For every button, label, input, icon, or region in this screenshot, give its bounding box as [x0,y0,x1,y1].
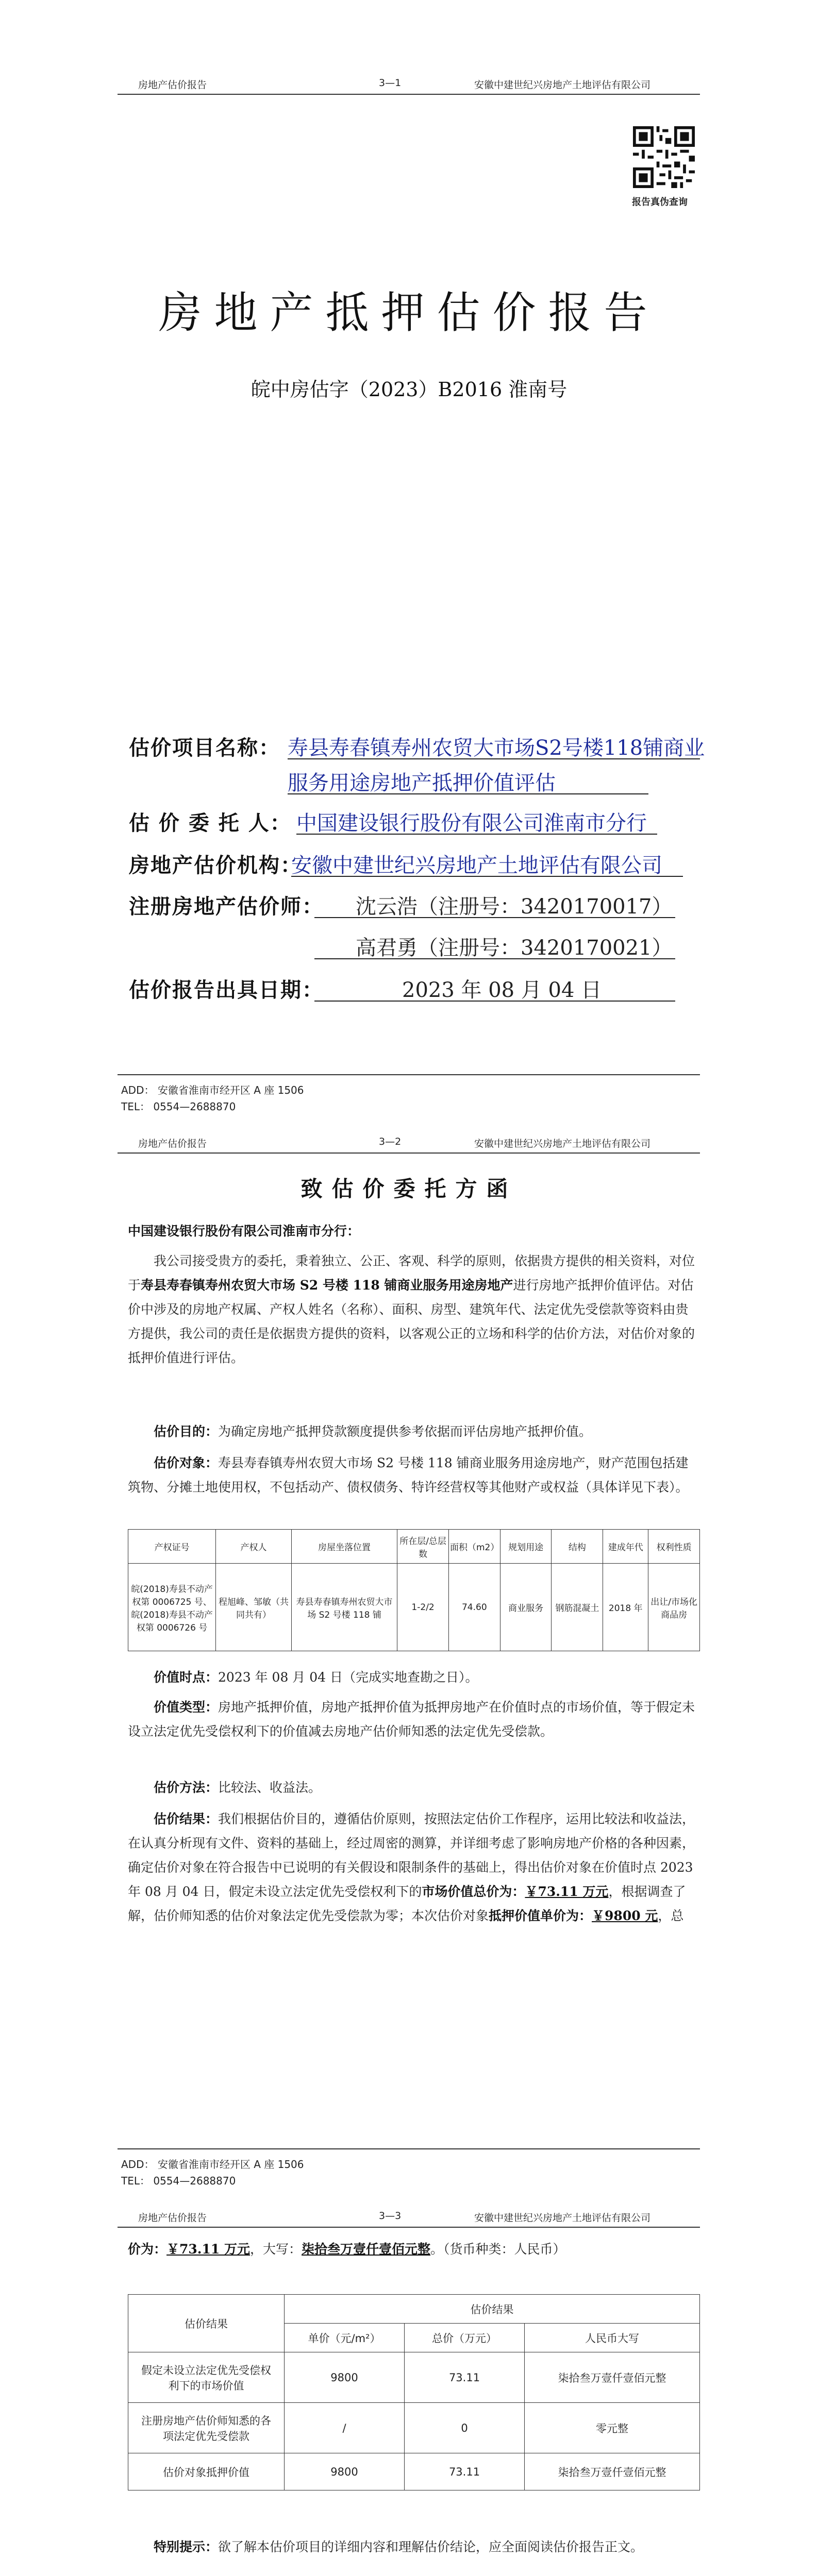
rt-r3-item: 估价对象抵押价值 [128,2453,285,2490]
result-b1: 市场价值总价为： [422,1884,525,1899]
appraiser-label: 注册房地产估价师： [129,894,324,919]
result-text-c: ，根据调查了解，估价师知悉的估价对象法定优先受偿款为零；本次估价对象 [128,1884,686,1923]
method-label: 估价方法： [154,1780,219,1795]
th-right: 权利性质 [648,1530,700,1564]
report-date-label: 估价报告出具日期： [129,978,324,1002]
page2-header-rule [118,1153,700,1154]
result-label: 估价结果： [154,1811,219,1826]
page1-header-left: 房地产估价报告 [138,79,207,91]
para1-a: 我公司接受贵方的委托，秉着独立、公正、客观、科学的原则，依据贵方提供的相关资料，对位于 [128,1253,695,1293]
purpose-text: 为确定房地产抵押贷款额度提供参考依据而评估房地产抵押价值。 [218,1424,592,1439]
para1-c: 进行房地产抵押价值评估。对估价中涉及的房地产权属、产权人姓名（名称）、面积、房型、建筑年代、法定优先受偿款等资料由贵方提供，我公司的责任是依据贵方提供的资料，以客观公正的立场和科学的估价方法，对估价对象的抵押价值进行评估。 [128,1278,695,1365]
rt-r1-item: 假定未设立法定优先受偿权利下的市场价值 [128,2352,285,2403]
th-location: 房屋坐落位置 [291,1530,397,1564]
page1-footer [121,1082,304,1115]
report-number: 皖中房估字（2023）B2016 淮南号 [251,378,567,401]
project-underline-1 [288,758,700,759]
footer-address: ADD： 安徽省淮南市经开区 A 座 1506 [121,2158,304,2171]
property-table [128,1529,700,1651]
value-type-text: 房地产抵押价值，房地产抵押价值为抵押房地产在价值时点的市场价值，等于假定未设立法定优先受偿权利下的价值减去房地产估价师知悉的法定优先受偿款。 [128,1700,695,1739]
value-type-label: 价值类型： [154,1700,219,1715]
page2-footer [121,2156,304,2189]
appraiser-underline-2 [314,958,675,959]
rt-r2-item: 注册房地产估价师知悉的各项法定优先受偿款 [128,2403,285,2453]
rt-r2-upper: 零元整 [525,2403,700,2453]
result-text-d: ，总 [658,1908,684,1923]
page1-header-rule [118,94,700,95]
th-cert: 产权证号 [128,1530,216,1564]
appraiser-2: 高君勇（注册号：3420170021） [356,936,673,960]
th-structure: 结构 [552,1530,603,1564]
rt-total-header: 总价（万元） [405,2324,525,2352]
result-text-a: 我们根据估价目的，遵循估价原则，按照法定估价工作程序，运用比较法和收益法，在认真分析现有文件、资料的基础上，经过周密的测算，并详细考虑了影响房地产价格的各种因素，确定估价对象在符合报告中已说明的有关假设和限制条件的基础上，得出估价对象在价值时点 2023 年 08 月 04 日，假定未设立法定优先受偿权利下的 [128,1811,695,1899]
td-owner: 程旭峰、邹敏（共同共有） [216,1564,292,1651]
td-floor: 1-2/2 [397,1564,449,1651]
rt-upper-header: 人民币大写 [525,2324,700,2352]
rt-item-header: 估价结果 [128,2295,285,2352]
price-e: 。（货币种类：人民币） [430,2242,566,2257]
page1-header-right: 安徽中建世纪兴房地产土地评估有限公司 [474,79,651,91]
footer-tel: TEL： 0554—2688870 [121,1100,236,1113]
notice-text: 欲了解本估价项目的详细内容和理解估价结论，应全面阅读估价报告正文。 [218,2539,644,2554]
method-text: 比较法、收益法。 [218,1780,322,1795]
page2-header-left: 房地产估价报告 [138,1138,207,1149]
td-location: 寿县寿春镇寿州农贸大市场 S2 号楼 118 铺 [291,1564,397,1651]
result-table [128,2294,700,2490]
table-row [128,2352,700,2403]
th-floor: 所在层/总层数 [397,1530,449,1564]
rt-r2-total: 0 [405,2403,525,2453]
notice-label: 特别提示： [154,2539,219,2554]
th-usage: 规划用途 [500,1530,552,1564]
value-date-label: 价值时点： [154,1670,219,1685]
appraiser-underline-1 [314,917,675,918]
th-year: 建成年代 [603,1530,648,1564]
page2-footer-rule [118,2148,700,2149]
project-name-value: 寿县寿春镇寿州农贸大市场S2号楼118铺商业 [288,736,705,760]
letter-value-date [128,1665,700,1689]
object-label: 估价对象： [154,1455,219,1470]
client-label: 估 价 委 托 人： [129,811,292,835]
rt-r1-total: 73.11 [405,2352,525,2403]
th-area: 面积（m2） [448,1530,500,1564]
td-usage: 商业服务 [500,1564,552,1651]
footer-address: ADD： 安徽省淮南市经开区 A 座 1506 [121,1084,304,1096]
footer-tel: TEL： 0554—2688870 [121,2175,236,2187]
letter-result [128,1807,700,1928]
page3-header-page: 3—3 [379,2210,402,2222]
rt-r1-upper: 柒拾叁万壹仟壹佰元整 [525,2352,700,2403]
td-right: 出让/市场化商品房 [648,1564,700,1651]
letter-method [128,1775,700,1800]
project-underline-2 [288,793,648,794]
rt-r1-unit: 9800 [285,2352,405,2403]
purpose-label: 估价目的： [154,1424,219,1439]
special-notice [128,2535,700,2559]
td-year: 2018 年 [603,1564,648,1651]
project-name-value-2: 服务用途房地产抵押价值评估 [288,771,556,795]
price-upper: 柒拾叁万壹仟壹佰元整 [302,2242,431,2257]
result-b3: 抵押价值单价为： [489,1908,592,1923]
price-total: ￥73.11 万元 [166,2242,251,2257]
page3-header-rule [118,2227,700,2228]
page1-header-page: 3—1 [379,77,402,89]
qr-caption: 报告真伪查询 [632,197,688,208]
agency-label: 房地产估价机构： [129,853,302,877]
rt-r2-unit: / [285,2403,405,2453]
para1-b: 寿县寿春镇寿州农贸大市场 S2 号楼 118 铺商业服务用途房地产 [141,1278,513,1293]
price-line [128,2237,700,2261]
client-value: 中国建设银行股份有限公司淮南市分行 [296,811,647,835]
value-date-text: 2023 年 08 月 04 日（完成实地查勘之日）。 [218,1670,478,1685]
appraiser-1: 沈云浩（注册号：3420170017） [356,895,673,919]
agency-value: 安徽中建世纪兴房地产土地评估有限公司 [291,854,662,877]
th-owner: 产权人 [216,1530,292,1564]
rt-results-header: 估价结果 [285,2295,700,2324]
result-total-price: ￥73.11 万元 [525,1884,609,1899]
agency-underline [291,876,683,877]
object-text: 寿县寿春镇寿州农贸大市场 S2 号楼 118 铺商业服务用途房地产，财产范围包括建筑物、分摊土地使用权，不包括动产、债权债务、特许经营权等其他财产或权益（具体详见下表）。 [128,1455,689,1495]
td-area: 74.60 [448,1564,500,1651]
report-title: 房地产抵押估价报告 [158,287,660,338]
report-date-value: 2023 年 08 月 04 日 [402,978,602,1002]
letter-paragraph-1 [128,1249,700,1370]
letter-purpose [128,1419,700,1444]
td-structure: 钢筋混凝土 [552,1564,603,1651]
letter-value-type [128,1695,700,1743]
client-underline [296,834,657,835]
page2-header-right: 安徽中建世纪兴房地产土地评估有限公司 [474,1138,651,1149]
rt-r3-unit: 9800 [285,2453,405,2490]
result-unit-price: ￥9800 元 [592,1908,658,1923]
addressee: 中国建设银行股份有限公司淮南市分行： [128,1224,360,1239]
page2-header-page: 3—2 [379,1136,402,1147]
page3-header-right: 安徽中建世纪兴房地产土地评估有限公司 [474,2212,651,2224]
qr-code[interactable] [633,126,695,188]
page3-header-left: 房地产估价报告 [138,2212,207,2224]
page1-footer-rule [118,1074,700,1075]
letter-object [128,1451,700,1499]
table-row [128,2403,700,2453]
project-name-label: 估价项目名称： [129,736,280,760]
letter-title: 致估价委托方函 [301,1176,517,1201]
date-underline [314,1001,675,1002]
price-c: ，大写： [250,2242,302,2257]
td-cert: 皖(2018)寿县不动产权第 0006725 号、皖(2018)寿县不动产权第 0006726 号 [128,1564,216,1651]
rt-r3-total: 73.11 [405,2453,525,2490]
rt-r3-upper: 柒拾叁万壹仟壹佰元整 [525,2453,700,2490]
rt-unit-header: 单价（元/m²） [285,2324,405,2352]
table-row [128,2453,700,2490]
price-a: 价为： [128,2242,167,2257]
